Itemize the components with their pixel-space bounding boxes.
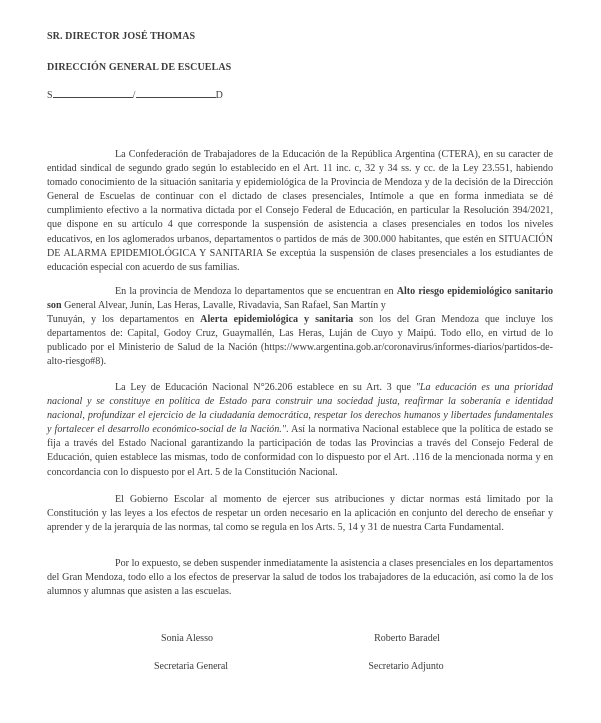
paragraph-text: La Ley de Educación Nacional N°26.206 establece en su Art. 3 que: [115, 382, 416, 393]
signature-name-2: Roberto Baradel: [374, 633, 440, 644]
paragraph-school-government: [47, 493, 553, 535]
signature-role-2: Secretario Adjunto: [368, 661, 444, 672]
recipient-line: SR. DIRECTOR JOSÉ THOMAS: [47, 31, 196, 42]
department-line: DIRECCIÓN GENERAL DE ESCUELAS: [47, 62, 232, 73]
blank-line-1: [53, 88, 133, 98]
signature-role-1: Secretaria General: [153, 661, 229, 672]
sd-separator: /: [132, 90, 136, 101]
paragraph-intimation: [47, 148, 553, 275]
paragraph-text: El Gobierno Escolar al momento de ejercer sus atribuciones y dictar normas está limitado por la Constitución y las leyes a los efectos de respetar un orden necesario en la aplicación en conjunto del derecho de enseñar y aprender y de la jerarquía de las normas, tal como se regula en los Arts. 5, 14 y 31 de nuestra Carta Fundamental.: [47, 494, 553, 534]
signature-name-1: Sonia Alesso: [161, 633, 213, 644]
paragraph-text: . Así la normativa Nacional establece que la política de estado se fija a través del Estado Nacional garantizando la participación de todas las Provincias a través del Consejo Federal de Educación, quien establece las mismas, todo de conformidad con lo dispuesto por el Art. .116 de la mencionada norma y en concordancia con lo dispuesto por el Art. 5 de la Constitución Nacional.: [47, 424, 553, 478]
paragraph-conclusion: [47, 557, 553, 599]
law-quote: "La educación es una prioridad nacional y se constituye en política de Estado para construir una sociedad justa, reafirmar la soberanía e identidad nacional, profundizar el ejercicio de la ciudadanía democrática, respetar los derechos humanos y libertades fundamentales y fortalecer el desarrollo económico-social de la Nación.": [47, 382, 553, 436]
paragraph-text: Por lo expuesto, se deben suspender inmediatamente la asistencia a clases presenciales en los departamentos del Gran Mendoza, todo ello a los efectos de preservar la salud de todos los trabajadores de la educación, así como la de los alumnos y alumnas que asisten a las escuelas.: [47, 558, 553, 598]
high-risk-label: Alto riesgo epidemiológico sanitario son: [47, 286, 553, 312]
paragraph-departments: [47, 285, 553, 370]
blank-line-2: [136, 88, 216, 98]
sd-prefix: S: [47, 90, 53, 101]
paragraph-text: son los del Gran Mendoza que incluye los departamentos de: Capital, Godoy Cruz, Guaymallén, Las Heras, Luján de Cuyo y Maipú. Todo ello, en virtud de lo publicado por el Ministerio de Salud de la Nación (https://www.argentina.gob.ar/coronavirus/informes-diarios/partidos-de-alto-riesgo#8).: [47, 314, 553, 368]
paragraph-text: General Alvear, Junín, Las Heras, Lavalle, Rivadavia, San Rafael, San Martín y: [61, 300, 386, 312]
paragraph-text: La Confederación de Trabajadores de la Educación de la República Argentina (CTERA), en su caracter de entidad sindical de segundo grado según lo establecido en el Art. 11 inc. c, 32 y 34 ss. y cc. de la Ley 23.551, habiendo tomado conocimiento de la situación sanitaria y epidemiológica de la Provincia de Mendoza y de la decisión de la Dirección General de Escuelas de continuar con el dictado de clases presenciales, Intímole a que en forma inmediata se dé cumplimiento efectivo a la normativa dictada por el Consejo Federal de Educación, en particular la Resolución 394/2021, que dispone en su artículo 4 que corresponde la suspensión de asistencia a clases presenciales en todos los niveles educativos, en los aglomerados urbanos, departamentos o partidos de más de 300.000 habitantes, que estén en SITUACIÓN DE ALARMA EPIDEMIOLÓGICA Y SANITARIA Se exceptúa la suspensión de clases presenciales a los estudiantes de educación especial con acuerdo de sus familias.: [47, 149, 553, 273]
sd-suffix: D: [215, 90, 223, 101]
sd-line: [47, 88, 223, 101]
paragraph-text: Tunuyán, y los departamentos en: [47, 314, 201, 326]
paragraph-text: En la provincia de Mendoza lo departamentos que se encuentran en: [115, 286, 397, 297]
paragraph-education-law: [47, 381, 553, 480]
alert-label: Alerta epidemiológica y sanitaria: [200, 314, 354, 326]
